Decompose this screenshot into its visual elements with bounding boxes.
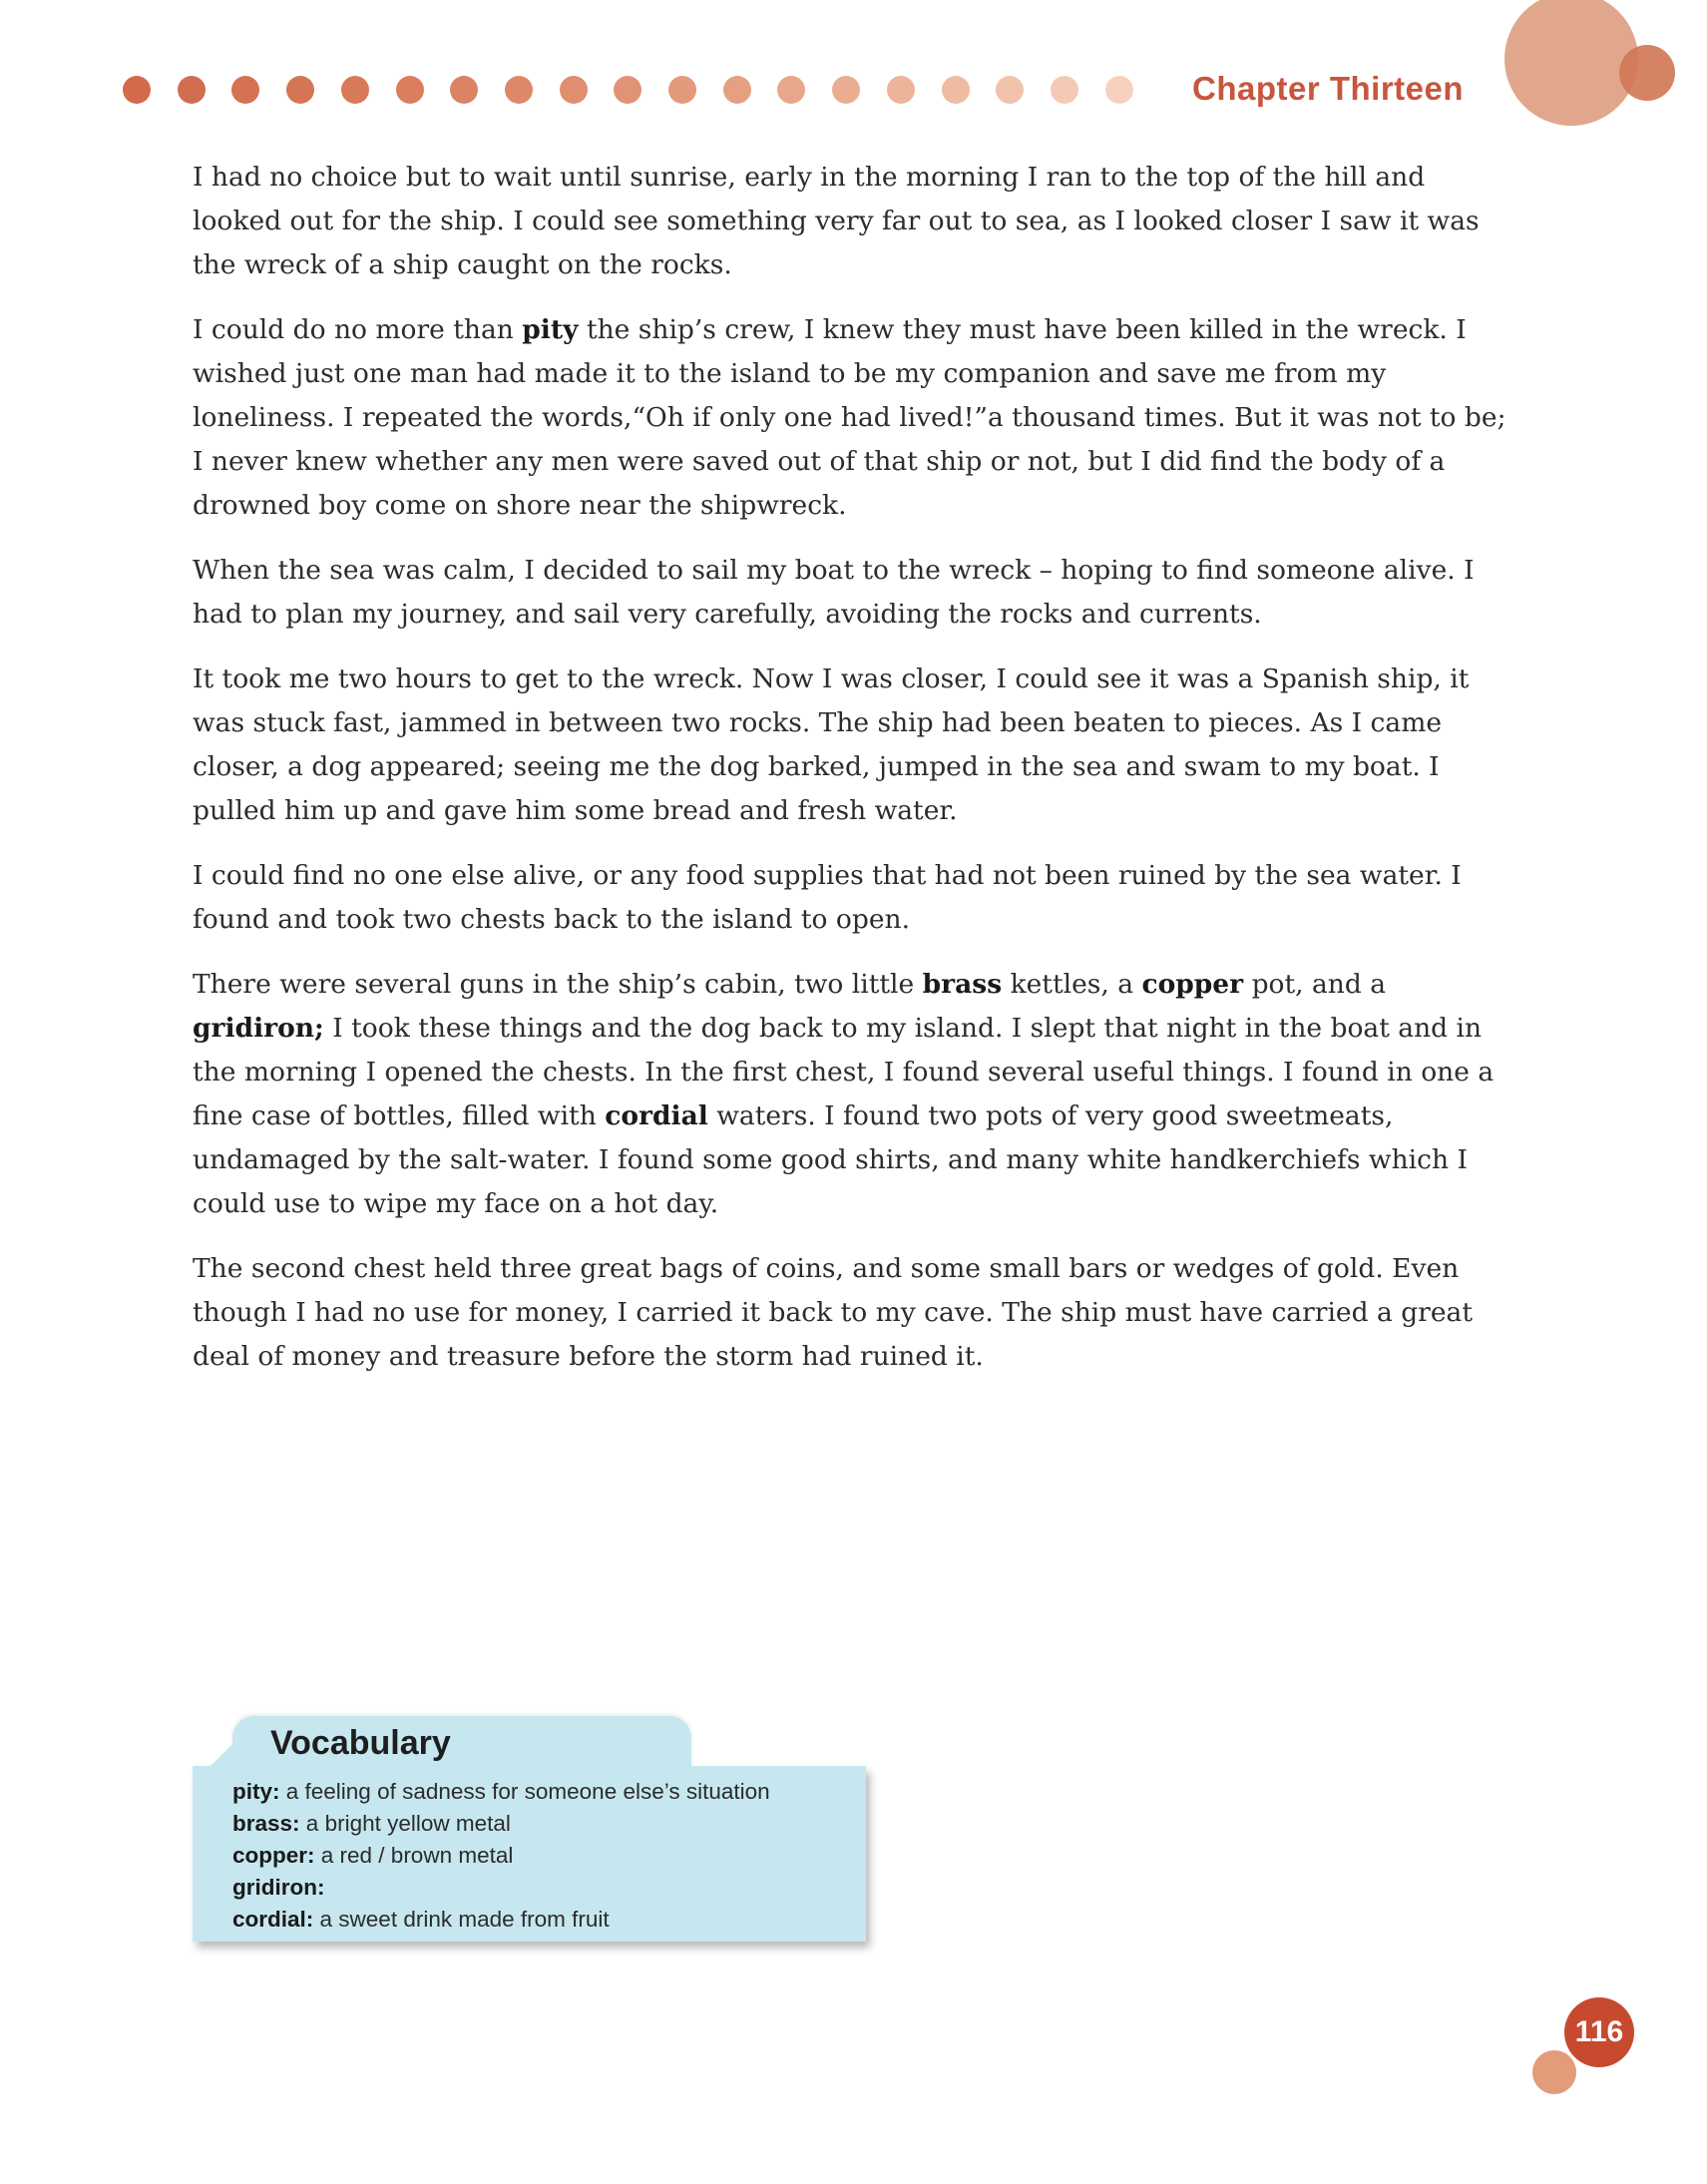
header-dot (832, 76, 860, 104)
header-dot (777, 76, 805, 104)
vocabulary-entry (232, 1904, 770, 1936)
story-paragraph (193, 963, 1509, 1226)
vocabulary-heading: Vocabulary (270, 1724, 451, 1762)
header-dot (286, 76, 314, 104)
paragraph-text: When the sea was calm, I decided to sail my boat to the wreck – hoping to find someone alive. I had to plan my journey, and sail very carefully, avoiding the rocks and currents. (193, 555, 1475, 630)
header-dot (396, 76, 424, 104)
vocabulary-term: pity: (232, 1779, 280, 1804)
chapter-title: Chapter Thirteen (1192, 70, 1465, 107)
vocabulary-term: cordial: (232, 1907, 314, 1932)
corner-decorative-circle-small (1619, 45, 1675, 101)
header-dot (1051, 76, 1078, 104)
vocabulary-term: gridiron: (232, 1875, 325, 1900)
paragraph-text: I took these things and the dog back to my island. I slept that night in the boat and in the morning I opened the chests. In the first chest, I found several useful things. I found in one a fine case of bottles, filled with (193, 1013, 1494, 1131)
header-dot (341, 76, 369, 104)
vocabulary-term-highlight: pity (522, 314, 579, 345)
vocabulary-entry (232, 1808, 770, 1840)
paragraph-text: There were several guns in the ship’s cabin, two little (193, 969, 923, 1000)
vocabulary-term-highlight: copper (1141, 969, 1244, 1000)
vocabulary-term: copper: (232, 1843, 315, 1868)
story-paragraph (193, 657, 1509, 833)
header-dot (614, 76, 641, 104)
vocabulary-definition: a sweet drink made from fruit (313, 1907, 610, 1932)
story-paragraph (193, 156, 1509, 287)
header-dot (996, 76, 1024, 104)
header-dot (123, 76, 151, 104)
paragraph-text: It took me two hours to get to the wreck. Now I was closer, I could see it was a Spanish ship, it was stuck fast, jammed in between two rocks. The ship had been beaten to pieces. As I came closer, a dog appeared; seeing me the dog barked, jumped in the sea and swam to my boat. I pulled him up and gave him some bread and fresh water. (193, 663, 1470, 826)
vocabulary-definition: a feeling of sadness for someone else’s situation (279, 1779, 770, 1804)
paragraph-text: the ship’s crew, I knew they must have been killed in the wreck. I wished just one man had made it to the island to be my companion and save me from my loneliness. I repeated the words,“Oh if only one had lived!”a thousand times. But it was not to be; I never knew whether any men were saved out of that ship or not, but I did find the body of a drowned boy come on shore near the shipwreck. (193, 314, 1506, 521)
header-dot (723, 76, 751, 104)
vocabulary-term-highlight: brass (922, 969, 1003, 1000)
story-paragraph (193, 1247, 1509, 1379)
vocabulary-definition: a bright yellow metal (299, 1811, 511, 1836)
header-dot (450, 76, 478, 104)
paragraph-text: pot, and a (1243, 969, 1387, 1000)
vocabulary-panel (193, 1766, 866, 1942)
vocabulary-entry (232, 1872, 770, 1904)
story-paragraph (193, 549, 1509, 637)
header-dot (231, 76, 259, 104)
header-dot (942, 76, 970, 104)
vocabulary-term-highlight: gridiron; (193, 1013, 324, 1044)
paragraph-text: The second chest held three great bags of coins, and some small bars or wedges of gold. Even though I had no use for money, I carried it back to my cave. The ship must have carried a great deal of money and treasure before the storm had ruined it. (193, 1253, 1473, 1372)
paragraph-text: waters. I found two pots of very good sweetmeats, undamaged by the salt-water. I found some good shirts, and many white handkerchiefs which I could use to wipe my face on a hot day. (193, 1100, 1468, 1219)
story-text (193, 156, 1509, 1400)
paragraph-text: I could find no one else alive, or any food supplies that had not been ruined by the sea water. I found and took two chests back to the island to open. (193, 860, 1462, 935)
header-dot (178, 76, 206, 104)
vocabulary-entry (232, 1840, 770, 1872)
story-paragraph (193, 308, 1509, 528)
header-dot (668, 76, 696, 104)
vocabulary-entry (232, 1776, 770, 1808)
header-dot (1105, 76, 1133, 104)
vocabulary-list (232, 1776, 770, 1936)
page-number: 116 (1574, 2015, 1624, 2048)
paragraph-text: kettles, a (1002, 969, 1142, 1000)
vocabulary-term: brass: (232, 1811, 300, 1836)
paragraph-text: I had no choice but to wait until sunrise, early in the morning I ran to the top of the hill and looked out for the ship. I could see something very far out to sea, as I looked closer I saw it was the wreck of a ship caught on the rocks. (193, 162, 1480, 280)
header-dot (560, 76, 588, 104)
vocabulary-definition: a red / brown metal (314, 1843, 514, 1868)
vocabulary-box (193, 1716, 866, 1942)
header-dot (887, 76, 915, 104)
story-paragraph (193, 854, 1509, 942)
paragraph-text: I could do no more than (193, 314, 523, 345)
header-dot (505, 76, 533, 104)
vocabulary-term-highlight: cordial (605, 1100, 708, 1131)
